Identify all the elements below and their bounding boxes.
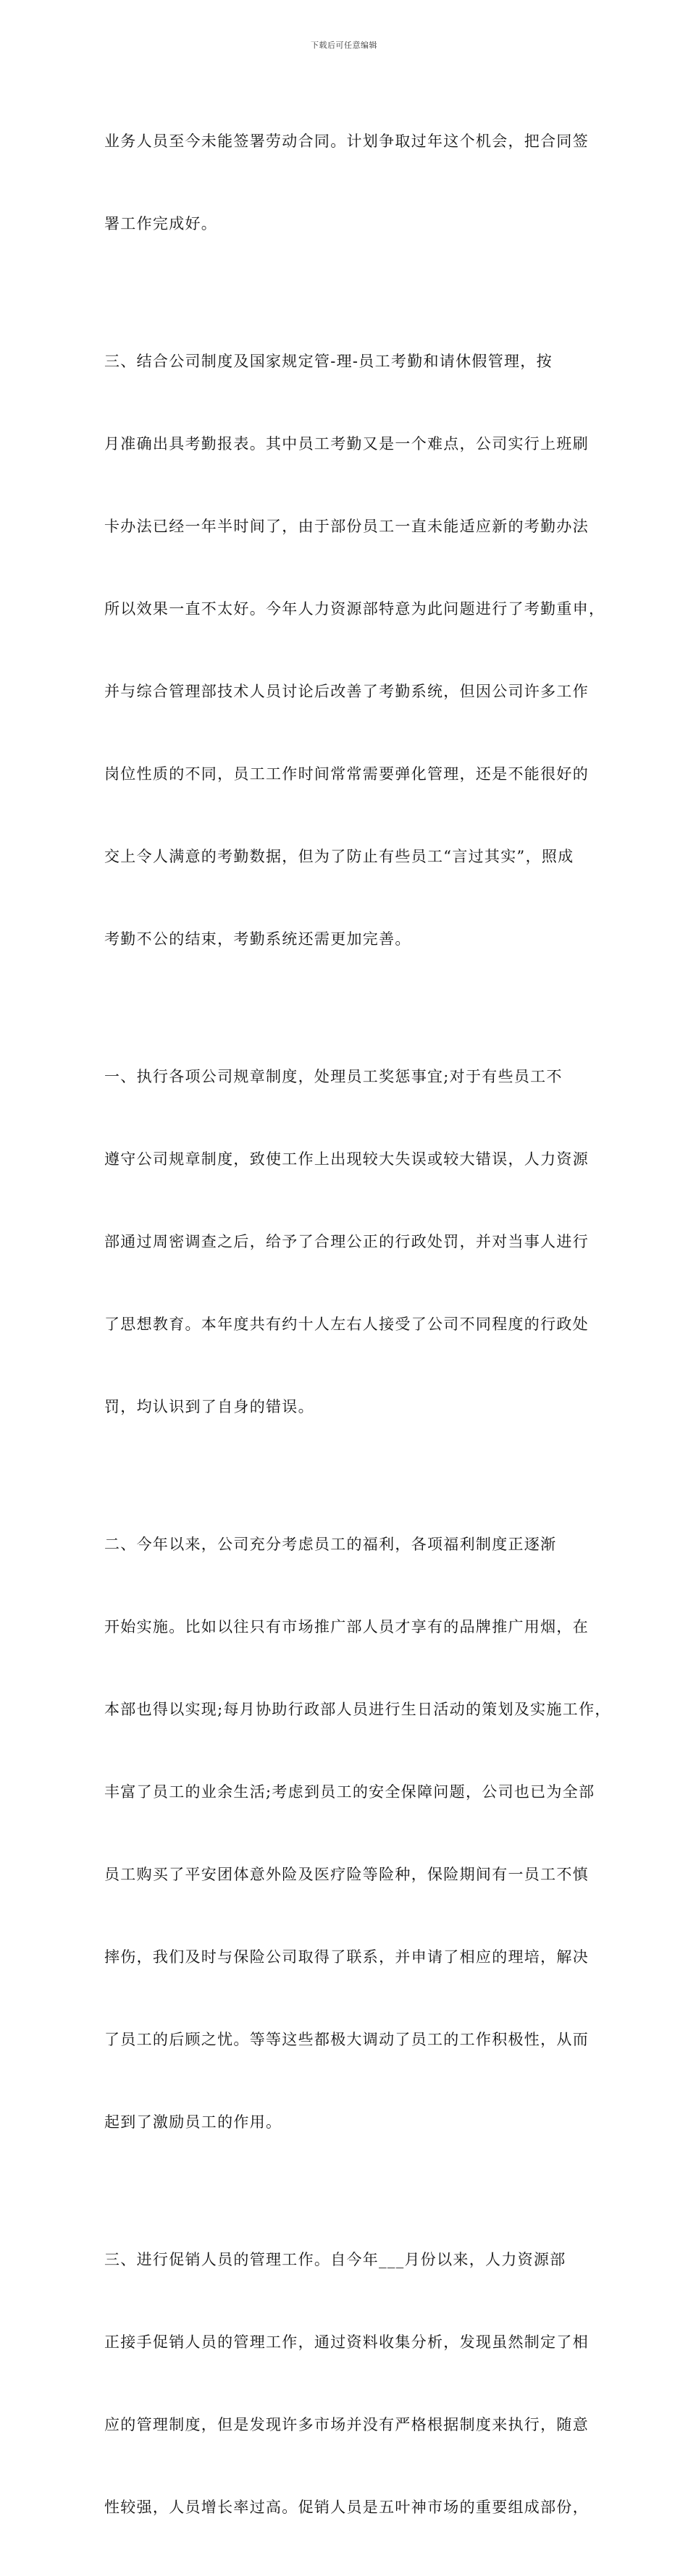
text-line: 开始实施。比如以往只有市场推广部人员才享有的品牌推广用烟，在 bbox=[104, 1618, 589, 1636]
text-line: 应的管理制度，但是发现许多市场并没有严格根据制度来执行，随意 bbox=[104, 2416, 589, 2433]
text-line: 月准确出具考勤报表。其中员工考勤又是一个难点，公司实行上班刷 bbox=[104, 435, 589, 453]
paragraph-attendance bbox=[104, 292, 605, 1008]
text-line: 了员工的后顾之忧。等等这些都极大调动了员工的工作积极性，从而 bbox=[104, 2031, 589, 2048]
text-line: 所以效果一直不太好。今年人力资源部特意为此问题进行了考勤重申， bbox=[104, 600, 605, 618]
text-line: 摔伤，我们及时与保险公司取得了联系，并申请了相应的理培，解决 bbox=[104, 1948, 589, 1966]
text-line: 罚，均认识到了自身的错误。 bbox=[104, 1398, 314, 1415]
text-line: 了思想教育。本年度共有约十人左右人接受了公司不同程度的行政处 bbox=[104, 1316, 589, 1333]
text-line: 三、进行促销人员的管理工作。自今年___月份以来，人力资源部 bbox=[104, 2251, 566, 2268]
text-line: 交上令人满意的考勤数据，但为了防止有些员工“言过其实”，照成 bbox=[104, 848, 574, 865]
text-line: 三、结合公司制度及国家规定管-理-员工考勤和请休假管理，按 bbox=[104, 353, 553, 370]
text-line: 二、今年以来，公司充分考虑员工的福利，各项福利制度正逐渐 bbox=[104, 1536, 557, 1553]
text-line: 起到了激励员工的作用。 bbox=[104, 2113, 282, 2131]
text-line: 丰富了员工的业余生活;考虑到员工的安全保障问题，公司也已为全部 bbox=[104, 1783, 595, 1801]
paragraph-continuation bbox=[104, 72, 588, 292]
text-line: 署工作完成好。 bbox=[104, 215, 218, 232]
paragraph-rules bbox=[104, 1008, 588, 1476]
text-line: 正接手促销人员的管理工作，通过资料收集分析，发现虽然制定了相 bbox=[104, 2333, 589, 2351]
paragraph-welfare bbox=[104, 1476, 611, 2191]
paragraph-promotion-staff bbox=[104, 2191, 588, 2576]
text-line: 本部也得以实现;每月协助行政部人员进行生日活动的策划及实施工作， bbox=[104, 1701, 611, 1718]
text-line: 员工购买了平安团体意外险及医疗险等险种，保险期间有一员工不慎 bbox=[104, 1866, 589, 1883]
text-line: 部通过周密调查之后，给予了合理公正的行政处罚，并对当事人进行 bbox=[104, 1233, 589, 1250]
document-body bbox=[104, 72, 611, 2576]
text-line: 并与综合管理部技术人员讨论后改善了考勤系统，但因公司许多工作 bbox=[104, 683, 589, 700]
text-line: 考勤不公的结束，考勤系统还需更加完善。 bbox=[104, 930, 411, 948]
text-line: 业务人员至今未能签署劳动合同。计划争取过年这个机会，把合同签 bbox=[104, 132, 589, 150]
text-line: 岗位性质的不同，员工工作时间常常需要弹化管理，还是不能很好的 bbox=[104, 765, 589, 783]
page-header: 下载后可任意编辑 bbox=[311, 41, 377, 50]
text-line: 遵守公司规章制度，致使工作上出现较大失误或较大错误，人力资源 bbox=[104, 1150, 589, 1168]
text-line: 一、执行各项公司规章制度，处理员工奖惩事宜;对于有些员工不 bbox=[104, 1068, 563, 1085]
text-line: 卡办法已经一年半时间了，由于部份员工一直未能适应新的考勤办法 bbox=[104, 518, 589, 535]
text-line: 性较强，人员增长率过高。促销人员是五叶神市场的重要组成部份， bbox=[104, 2499, 589, 2516]
